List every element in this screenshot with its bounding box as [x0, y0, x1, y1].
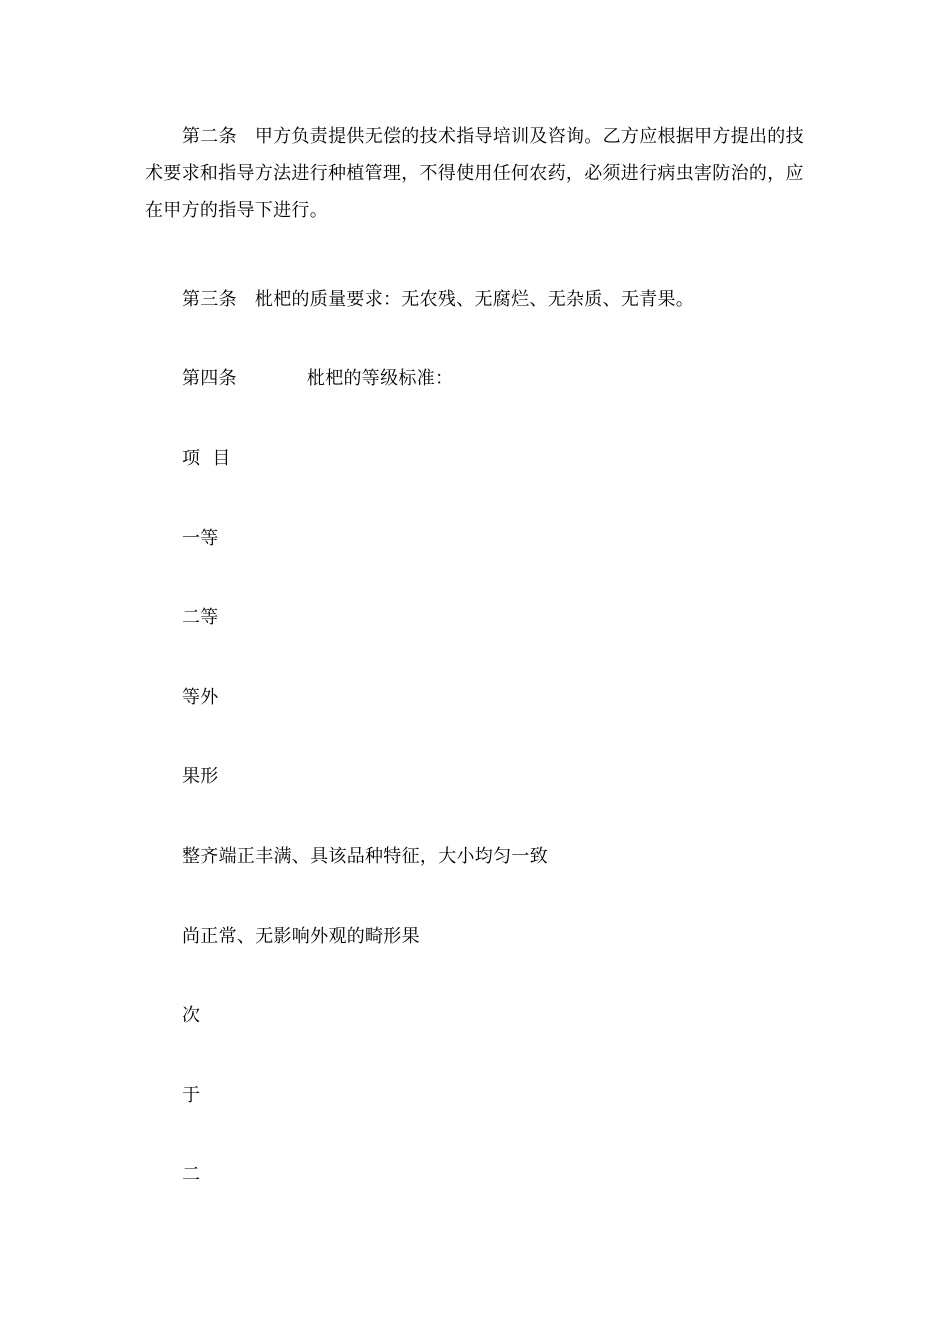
table-grade-first: 一等 — [182, 528, 219, 549]
table-cell-shape-sub-3: 二 — [182, 1164, 201, 1185]
table-grade-second: 二等 — [182, 607, 219, 628]
article-2-text: 甲方负责提供无偿的技术指导培训及咨询。乙方应根据甲方提出的技术要求和指导方法进行种植管理，不得使用任何农药，必须进行病虫害防治的，应在甲方的指导下进行。 — [145, 126, 804, 221]
article-2-paragraph — [145, 118, 805, 229]
table-cell-shape-sub-1: 次 — [182, 1005, 201, 1026]
table-header-item: 项 目 — [182, 448, 231, 469]
article-3-heading: 第三条 — [182, 289, 237, 310]
table-cell-shape-sub-2: 于 — [182, 1085, 201, 1106]
table-cell-shape-second: 尚正常、无影响外观的畸形果 — [182, 926, 420, 947]
article-4-text: 枇杷的等级标准： — [306, 368, 454, 389]
table-cell-shape-first: 整齐端正丰满、具该品种特征，大小均匀一致 — [182, 846, 548, 867]
table-row-label-shape: 果形 — [182, 766, 219, 787]
article-2-heading: 第二条 — [182, 126, 237, 147]
table-grade-substandard: 等外 — [182, 687, 219, 708]
article-4-heading: 第四条 — [182, 368, 237, 389]
article-3-paragraph — [182, 288, 694, 312]
article-3-text: 枇杷的质量要求：无农残、无腐烂、无杂质、无青果。 — [254, 289, 695, 310]
article-4-paragraph — [182, 367, 453, 391]
